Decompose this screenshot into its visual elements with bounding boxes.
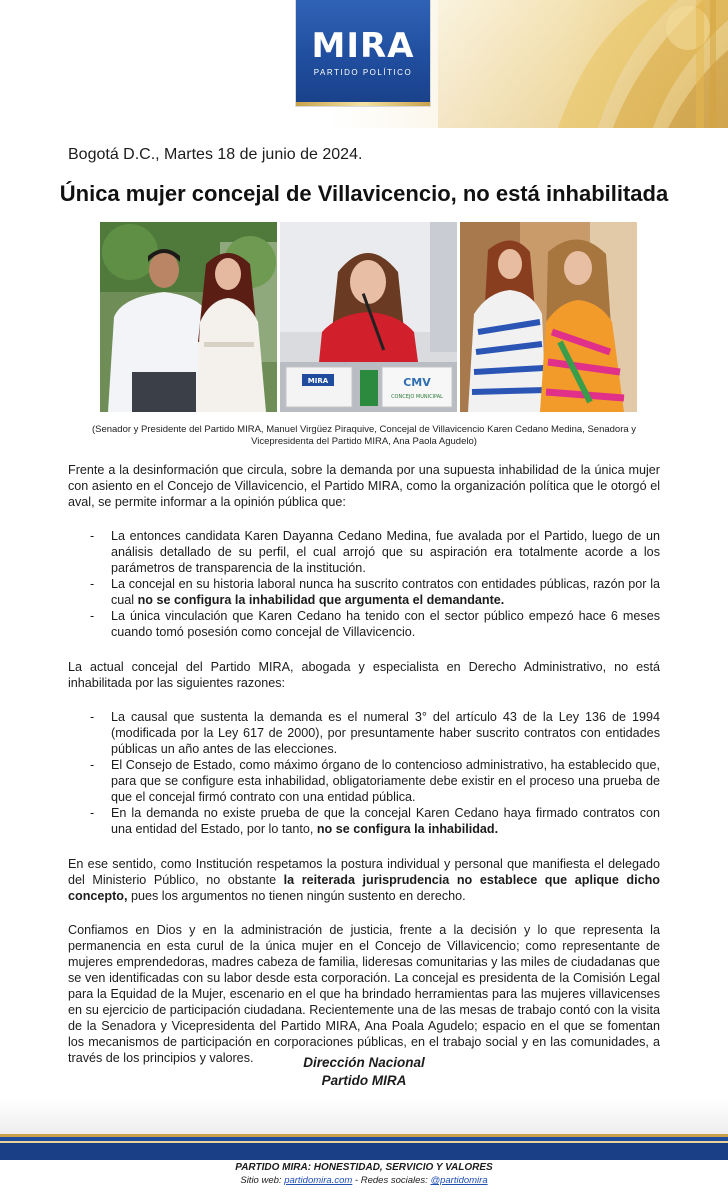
website-link[interactable]: partidomira.com [284,1175,353,1186]
photo-concejal-desk [280,222,457,412]
list-item: - En la demanda no existe prueba de que la concejal Karen Cedano haya firmado contratos con una entidad del Estado, por lo tanto, no se configura la inhabilidad. [90,806,660,836]
facts-list [68,528,660,640]
footer-links: Sitio web: partidomira.com - Redes sociales: @partidomira [240,1175,488,1186]
signature-line-1: Dirección Nacional [303,1055,425,1070]
list-item: - La concejal en su historia laboral nunca ha suscrito contratos con entidades públicas, razón por la cual no se configura la inhabilidad que argumenta el demandante. [90,577,660,607]
footer-fade [0,1098,728,1134]
list-item: - El Consejo de Estado, como máximo órgano de lo contencioso administrativo, ha establecido que, para que se configure esta inhabilidad, obligatoriamente debe existir en el proceso una prueba de que el concejal firmó contrato con una entidad pública. [90,758,660,804]
photo-senator-visit [460,222,637,412]
footer-stripes [0,1134,728,1160]
photo-caption: (Senador y Presidente del Partido MIRA, Manuel Virgüez Piraquive, Concejal de Villavicencio Karen Cedano Medina, Senadora y Vicepresidenta del Partido MIRA, Ana Paola Agudelo) [91,424,637,447]
logo-subtitle: PARTIDO POLÍTICO [313,68,413,77]
desk-sign-left: MIRA [307,377,329,385]
closing-paragraph: Confiamos en Dios y en la administración de justicia, frente a la decisión y lo que representa la permanencia en esta curul de la única mujer en el Concejo de Villavicencio; como representante de mujeres emprendedoras, madres cabeza de familia, lideresas comunitarias y las miles de ciudadanas que se ven identificadas con su labor desde esta corporación. La concejal es presidenta de la Comisión Legal para la Equidad de la Mujer, escenario en el que ha brindado herramientas para las mujeres villavicenses en su ejercicio de participación ciudadana. Recientemente una de las mesas de trabajo contó con la visita de la Senadora y Vicepresidenta del Partido MIRA, Ana Poala Agudelo; espacio en el que se fomentan los mecanismos de participación en corporaciones públicas, en el trabajo social y en las comunidades, a través de los principios y valores. [68,923,660,1065]
header-decoration [438,0,728,128]
list-item: - La entonces candidata Karen Dayanna Cedano Medina, fue avalada por el Partido, luego de un análisis detallado de su perfil, el cual arrojó que su aspiración era totalmente acorde a los parámetros de transparencia de la institución. [90,529,660,575]
desk-sign-right-text: CONCEJO MUNICIPAL [391,394,443,400]
dateline: Bogotá D.C., Martes 18 de junio de 2024. [68,146,363,163]
institution-paragraph: En ese sentido, como Institución respetamos la postura individual y personal que manifiesta el delegado del Ministerio Público, no obstante la reiterada jurisprudencia no establece que aplique dicho concepto, pues los argumentos no tienen ningún sustento en derecho. [68,857,660,903]
logo-stripe [296,102,430,106]
reasons-intro-paragraph: La actual concejal del Partido MIRA, abogada y especialista en Derecho Administrativo, no está inhabilitada por las siguientes razones: [68,660,660,690]
list-item: - La causal que sustenta la demanda es el numeral 3° del artículo 43 de la Ley 136 de 1994 (modificada por la Ley 617 de 2000), por presuntamente haber suscrito contratos con entidades públicas un año antes de las elecciones. [90,710,660,756]
footer-slogan: PARTIDO MIRA: HONESTIDAD, SERVICIO Y VALORES [235,1162,493,1173]
mira-logo [296,0,430,106]
list-item: - La única vinculación que Karen Cedano ha tenido con el sector público empezó hace 6 meses cuando tomó posesión como concejal de Villavicencio. [90,609,660,639]
header-banner [0,0,728,128]
logo-wordmark: MIRA [311,26,415,66]
intro-paragraph: Frente a la desinformación que circula, sobre la demanda por una supuesta inhabilidad de la única mujer con asiento en el Concejo de Villavicencio, el Partido MIRA, como la organización política que le otorgó el aval, se permite informar a la opinión pública que: [68,463,660,509]
reasons-list [68,709,660,837]
page-title: Única mujer concejal de Villavicencio, no está inhabilitada [59,181,669,206]
photo-senator-concejal [100,222,277,412]
signature-line-2: Partido MIRA [321,1073,407,1088]
social-link[interactable]: @partidomira [430,1175,488,1186]
desk-sign-right-logo: CMV [403,376,431,389]
